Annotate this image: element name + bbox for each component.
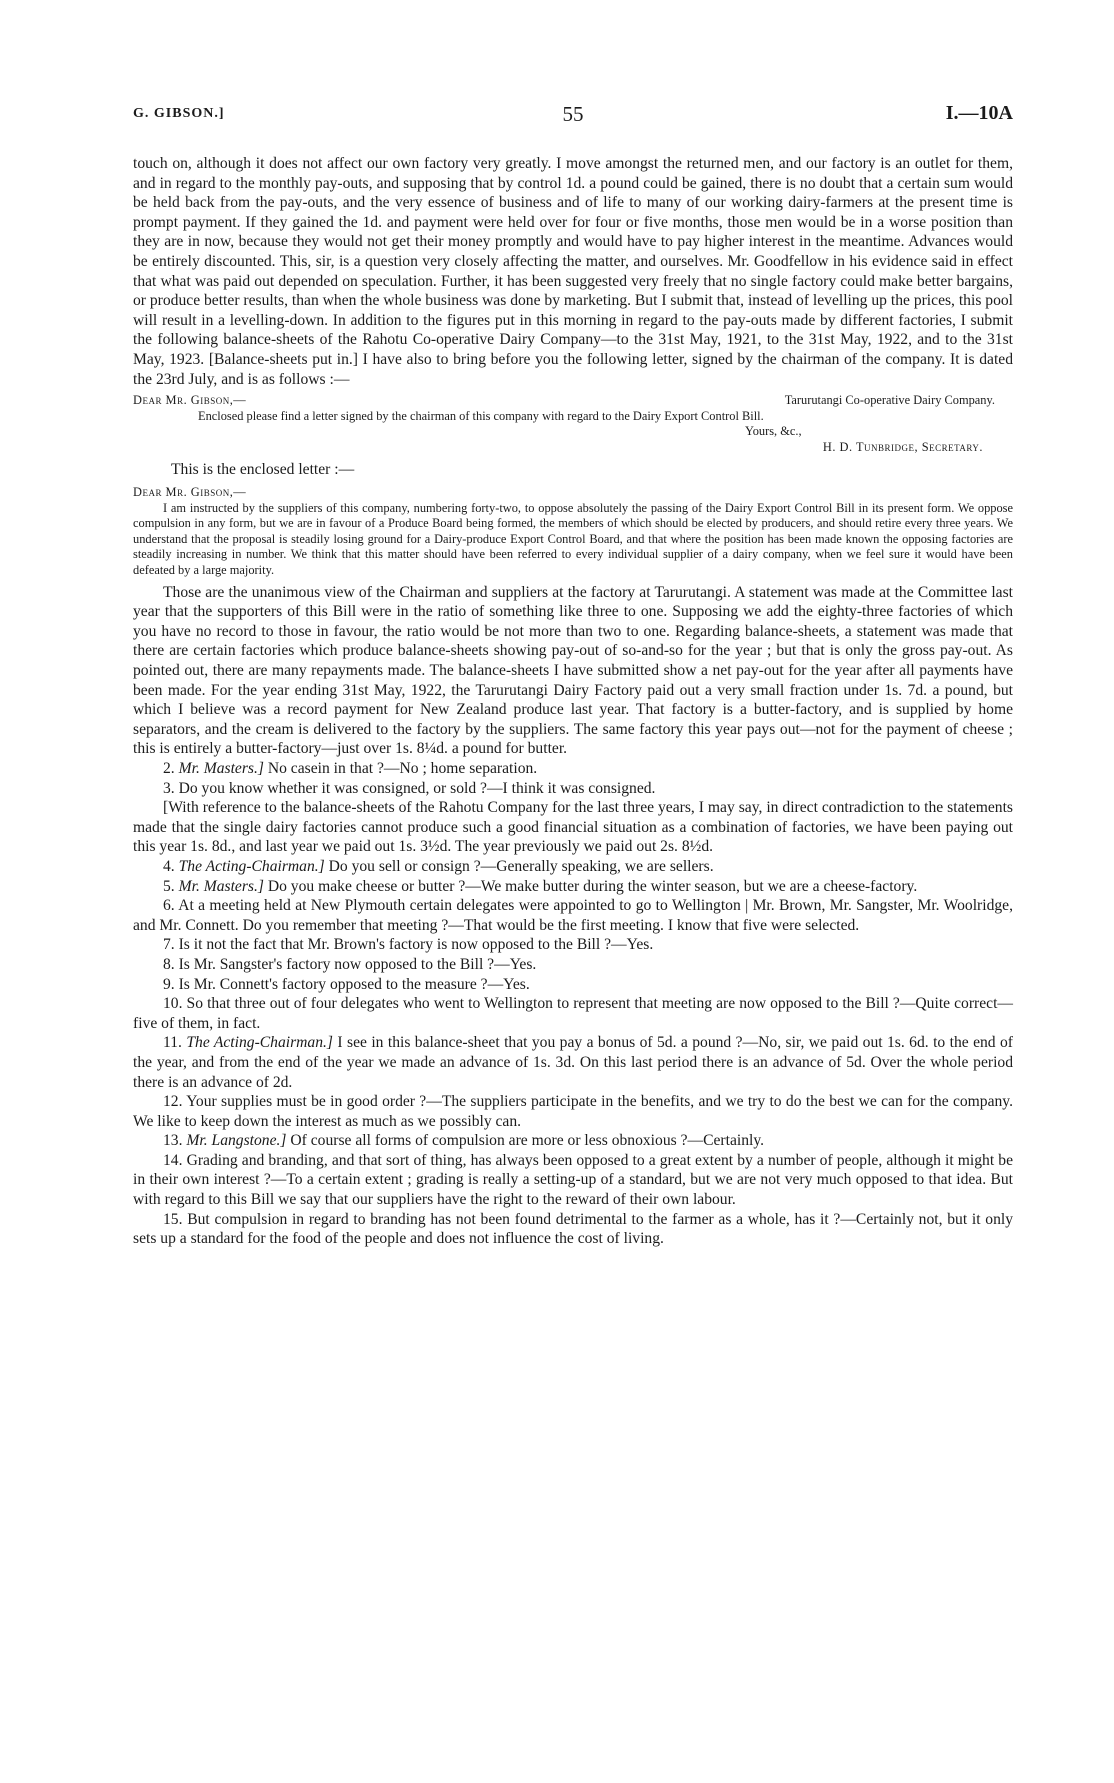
- question-speaker: The Acting-Chairman.]: [186, 1034, 333, 1052]
- page-number: 55: [562, 102, 584, 126]
- paper-reference: I.—10A: [945, 102, 1013, 124]
- question-number: 9.: [163, 975, 175, 993]
- cover-letter-salutation: Dear Mr. Gibson,—: [133, 393, 247, 408]
- question-text: So that three out of four delegates who went to Wellington to represent that meeting are now opposed to the Bill ?—Quite correct—five of them, in fact.: [133, 995, 1013, 1032]
- question-number: 5.: [163, 877, 175, 895]
- question-item: [133, 1092, 1013, 1131]
- intro-paragraph: touch on, although it does not affect our own factory very greatly. I move amongst the returned men, and our factory is an outlet for them, and in regard to the monthly pay-outs, and supposing that by control 1d. a pound could be gained, there is no doubt that a certain sum would be held back from the pay-outs, and the very essence of business and of life to many of our working dairy-farmers at the present time is prompt payment. If they gained the 1d. and payment were held over for four or five months, those men would be in a worse position than they are in now, because they would not get their money promptly and would have to pay higher interest in the meantime. Advances would be entirely discounted. This, sir, is a question very closely affecting the matter, and ourselves. Mr. Goodfellow in his evidence said in effect that what was paid out depended on speculation. Further, it has been suggested very freely that no single factory could make better bargains, or produce better results, than when the whole business was done by marketing. But I submit that, instead of levelling up the prices, this pool will result in a levelling-down. In addition to the figures put in this morning in regard to the pay-outs made by different factories, I submit the following balance-sheets of the Rahotu Co-operative Dairy Company—to the 31st May, 1921, to the 31st May, 1922, and to the 31st May, 1923. [Balance-sheets put in.] I have also to bring before you the following letter, signed by the chairman of the company. It is dated the 23rd July, and is as follows :—: [133, 155, 1014, 388]
- question-item: [133, 994, 1013, 1033]
- header-witness-name: G. GIBSON.]: [133, 106, 225, 121]
- enclosed-letter: [133, 485, 1013, 579]
- cover-letter-body: Enclosed please find a letter signed by the chairman of this company with regard to the Dairy Export Control Bill.: [198, 408, 764, 423]
- question-item: [133, 935, 1013, 955]
- cover-letter-sender: Tarurutangi Co-operative Dairy Company.: [784, 393, 995, 408]
- page-header: [133, 102, 1013, 128]
- question-speaker: Mr. Langstone.]: [186, 1132, 287, 1150]
- question-item: [133, 1151, 1013, 1210]
- question-text: Is Mr. Connett's factory opposed to the measure ?—Yes.: [174, 975, 530, 993]
- question-text: No casein in that ?—No ; home separation.: [263, 760, 538, 777]
- cover-letter-closing: Yours, &c.,: [745, 424, 802, 439]
- cover-letter-signature: H. D. Tunbridge, Secretary.: [822, 439, 983, 454]
- question-item: [133, 975, 1013, 995]
- question-number: 13.: [163, 1132, 183, 1150]
- question-text: Of course all forms of compulsion are more or less obnoxious ?—Certainly.: [286, 1132, 765, 1150]
- enclosed-letter-salutation: Dear Mr. Gibson,—: [133, 485, 247, 500]
- question-item: [133, 877, 1013, 897]
- question-number: 15.: [163, 1210, 183, 1228]
- question-number: 11.: [163, 1034, 182, 1052]
- question-number: 4.: [163, 857, 175, 875]
- question-item: [133, 955, 1013, 975]
- question-speaker: Mr. Masters.]: [178, 877, 264, 895]
- question-number: 7.: [163, 936, 175, 954]
- question-text: Is Mr. Sangster's factory now opposed to the Bill ?—Yes.: [174, 955, 537, 973]
- question-item: [133, 1033, 1013, 1092]
- question-text: Do you make cheese or butter ?—We make butter during the winter season, but we are a cheese-factory.: [263, 877, 918, 895]
- question-text: Do you sell or consign ?—Generally speaking, we are sellers.: [324, 857, 714, 875]
- page-body: [133, 154, 1013, 1249]
- enclosed-letter-intro: This is the enclosed letter :—: [171, 460, 355, 478]
- question-text: [With reference to the balance-sheets of the Rahotu Company for the last three years, I may say, in direct contradiction to the statements made that the single dairy factories cannot produce such a good financial situation as a combination of factories, we have been paying out this year 1s. 8d., and last year we paid out 1s. 3½d. The year previously we paid out 2s. 8½d.: [133, 799, 1013, 856]
- question-item: [133, 1131, 1013, 1151]
- question-item: [133, 1210, 1013, 1249]
- question-item: [133, 759, 1013, 779]
- question-speaker: Mr. Masters.]: [178, 760, 264, 777]
- question-text: At a meeting held at New Plymouth certain delegates were appointed to go to Wellington | Mr. Brown, Mr. Sangster, Mr. Woolridge, and Mr. Connett. Do you remember that meeting ?—That would be the first meeting. I know that five were selected.: [133, 897, 1013, 934]
- enclosed-letter-body: I am instructed by the suppliers of this company, numbering forty-two, to oppose absolutely the passing of the Dairy Export Control Bill in its present form. We oppose compulsion in any form, but we are in favour of a Produce Board being formed, the members of which should be elected by producers, and should retire every three years. We understand that the proposal is steadily losing ground for a Dairy-produce Export Control Board, and that where the position has been made known the opposing factories are steadily increasing in number. We think that this matter should have been referred to every individual supplier of a dairy company, when we feel sure it would have been defeated by a large majority.: [133, 500, 1013, 578]
- question-number: 12.: [163, 1093, 183, 1111]
- question-text: Grading and branding, and that sort of thing, has always been opposed to a great extent by a number of people, although it might be in their own interest ?—To a certain extent ; grading is really a setting-up of a standard, but we are not very much opposed to that idea. But with regard to this Bill we say that our suppliers have the right to the reward of their own labour.: [133, 1151, 1013, 1209]
- question-list: [133, 759, 1013, 1249]
- question-item: [133, 798, 1013, 857]
- question-number: 10.: [163, 995, 183, 1013]
- question-item: [133, 779, 1013, 799]
- question-text: I see in this balance-sheet that you pay a bonus of 5d. a pound ?—No, sir, we paid out 1s. 6d. to the end of the year, and from the end of the year we made an advance of 1s. 3d. On this last period there is an advance of 5d. Over the whole period there is an advance of 2d.: [133, 1034, 1013, 1091]
- question-number: 8.: [163, 955, 175, 973]
- question-item: [133, 896, 1013, 935]
- question-number: 2.: [163, 760, 175, 777]
- question-text: Is it not the fact that Mr. Brown's factory is now opposed to the Bill ?—Yes.: [174, 936, 654, 954]
- question-text: But compulsion in regard to branding has not been found detrimental to the farmer as a whole, has it ?—Certainly not, but it only sets up a standard for the food of the people and does not influence the cost of living.: [133, 1210, 1013, 1248]
- question-number: 6.: [163, 897, 175, 915]
- question-text: Your supplies must be in good order ?—The suppliers participate in the benefits, and we try to do the best we can for the company. We like to keep down the interest as much as we possibly can.: [133, 1093, 1013, 1130]
- cover-letter: [133, 393, 1013, 455]
- question-number: 14.: [163, 1151, 183, 1169]
- question-number: 3.: [163, 779, 175, 797]
- question-item: [133, 857, 1013, 877]
- testimony-paragraph: Those are the unanimous view of the Chairman and suppliers at the factory at Tarurutangi. A statement was made at the Committee last year that the supporters of this Bill were in the ratio of something like three to one. Supposing we add the eighty-three factories of which you have no record to those in favour, the ratio would be not more than two to one. Regarding balance-sheets, a statement was made that there are certain factories which produce balance-sheets showing pay-out of so-and-so for the year ; but that is only the gross pay-out. As pointed out, there are many repayments made. The balance-sheets I have submitted show a net pay-out for the year after all payments have been made. For the year ending 31st May, 1922, the Tarurutangi Dairy Factory paid out a very small fraction under 1s. 7d. a pound, but which I believe was a record payment for New Zealand produce last year. That factory is a butter-factory, and is supplied by home separators, and the cream is delivered to the factory by the suppliers. The same factory this year pays out—not for the payment of cheese ; this is entirely a butter-factory—just over 1s. 8¼d. a pound for butter.: [133, 583, 1013, 758]
- question-speaker: The Acting-Chairman.]: [178, 857, 325, 875]
- question-text: Do you know whether it was consigned, or sold ?—I think it was consigned.: [174, 779, 656, 797]
